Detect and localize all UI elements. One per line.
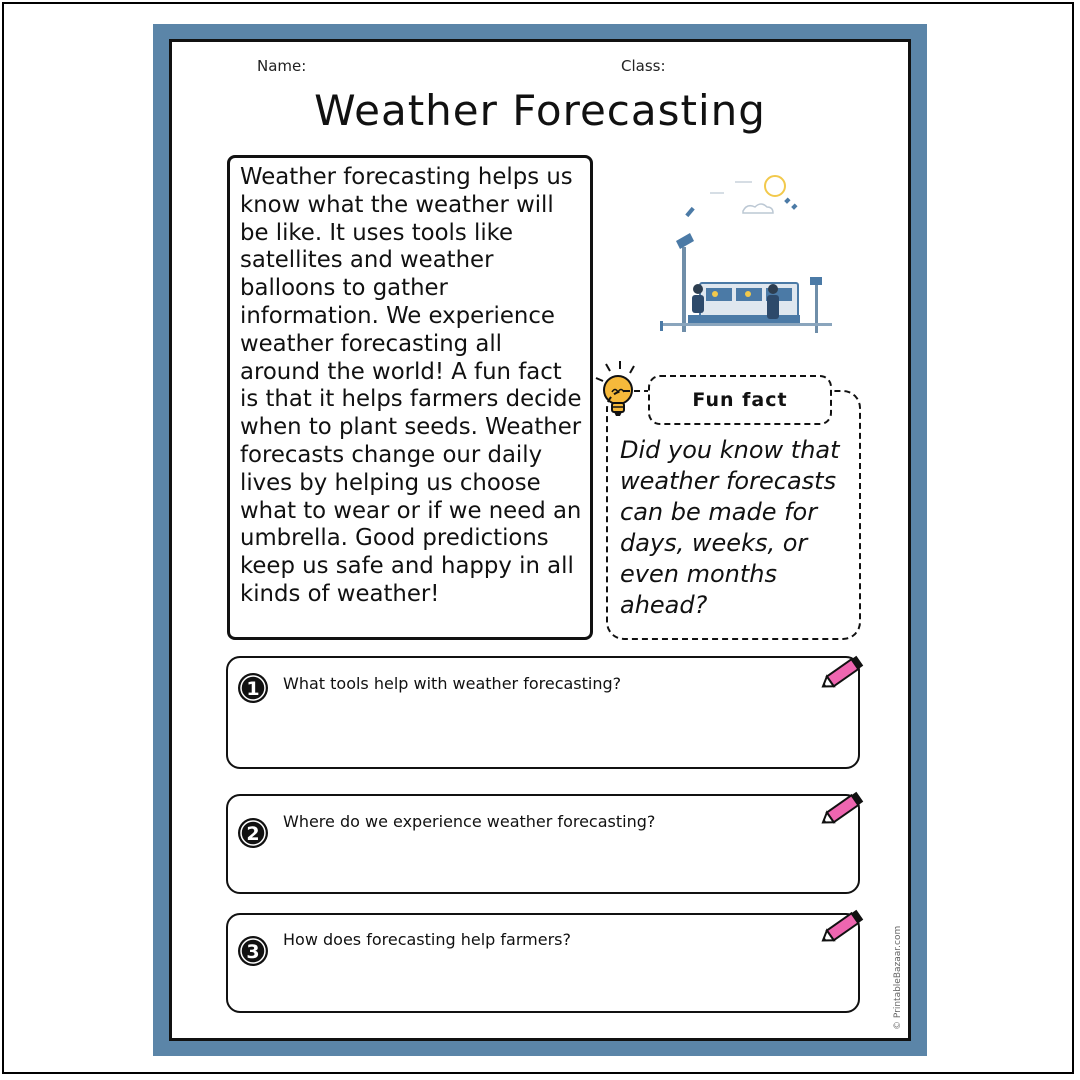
svg-text:2: 2 bbox=[246, 823, 260, 845]
pencil-icon bbox=[818, 650, 870, 696]
answer-box-2[interactable] bbox=[226, 794, 860, 894]
question-number-2 bbox=[237, 817, 269, 849]
page-title: Weather Forecasting bbox=[314, 86, 766, 135]
answer-box-3[interactable] bbox=[226, 913, 860, 1013]
fun-fact-heading: Fun fact bbox=[648, 375, 832, 425]
question-number-3 bbox=[237, 935, 269, 967]
credit-text: © PrintableBazaar.com bbox=[893, 925, 903, 1030]
answer-box-1[interactable] bbox=[226, 656, 860, 769]
weather-station-illustration bbox=[640, 165, 860, 345]
svg-text:3: 3 bbox=[246, 941, 260, 963]
class-label: Class: bbox=[621, 57, 666, 75]
question-text-1: What tools help with weather forecasting? bbox=[283, 674, 622, 693]
pencil-icon bbox=[818, 786, 870, 832]
question-text-3: How does forecasting help farmers? bbox=[283, 930, 571, 949]
question-number-1 bbox=[237, 672, 269, 704]
pencil-icon bbox=[818, 904, 870, 950]
reading-passage: Weather forecasting helps us know what the weather will be like. It uses tools like satellites and weather balloons to gather information. We experience weather forecasting all around the world! A fun fact is that it helps farmers decide when to plant seeds. Weather forecasts change our daily lives by helping us choose what to wear or if we need an umbrella. Good predictions keep us safe and happy in all kinds of weather! bbox=[227, 155, 593, 640]
fun-fact-text: Did you know that weather forecasts can be made for days, weeks, or even months ahead? bbox=[620, 436, 840, 619]
name-label: Name: bbox=[257, 57, 307, 75]
svg-text:1: 1 bbox=[246, 678, 260, 700]
question-text-2: Where do we experience weather forecasting? bbox=[283, 812, 656, 831]
